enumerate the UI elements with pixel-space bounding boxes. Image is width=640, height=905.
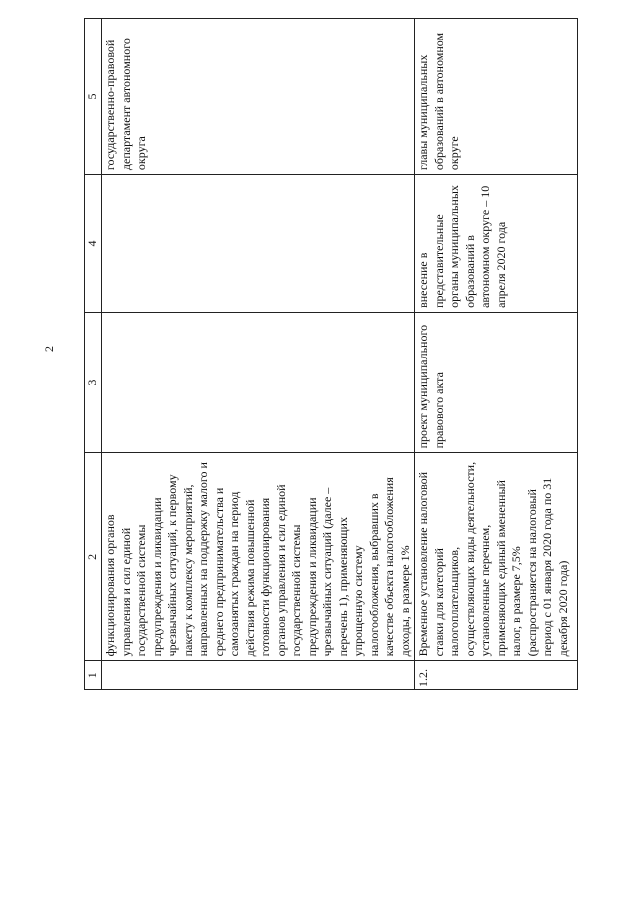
measure-cell: Временное установление налоговой ставки для категорий налогоплательщиков, осуществляющих виды деятельности, установленные перечнем, применяющих единый вмененный налог, в размере 7,5% (распространяется на налоговый период с 01 января 2020 года по 31 декабря 2020 года) (415, 453, 578, 661)
measures-table (84, 18, 578, 690)
page-number: 2 (42, 346, 56, 352)
table-header-row (85, 19, 102, 690)
header-cell: 5 (85, 19, 102, 175)
header-cell: 4 (85, 175, 102, 313)
table-row (415, 19, 578, 690)
header-cell: 2 (85, 453, 102, 661)
deadline-cell (102, 175, 415, 313)
rotated-page-content (84, 18, 568, 690)
table-row (102, 19, 415, 690)
header-cell: 3 (85, 312, 102, 452)
header-cell: 1 (85, 661, 102, 690)
measure-cell: функционирования органов управления и сил единой государственной системы предупреждения и ликвидации чрезвычайных ситуаций, к первому пакету к комплексу мероприятий, направленных на поддержку малого и среднего предпринимательства и самозанятых граждан на период действия режима повышенной готовности функционирования органов управления и сил единой государственной системы предупреждения и ликвидации чрезвычайных ситуаций (далее – перечень 1), применяющих упрощенную систему налогообложения, выбравших в качестве объекта налогообложения доходы, в размере 1% (102, 453, 415, 661)
form-cell: проект муниципального правового акта (415, 312, 578, 452)
responsible-cell: государственно-правовой департамент автономного округа (102, 19, 415, 175)
form-cell (102, 312, 415, 452)
responsible-cell: главы муниципальных образований в автономном округе (415, 19, 578, 175)
row-number-cell: 1.2. (415, 661, 578, 690)
deadline-cell: внесение в представительные органы муниципальных образований в автономном округе – 10 апреля 2020 года (415, 175, 578, 313)
row-number-cell (102, 661, 415, 690)
